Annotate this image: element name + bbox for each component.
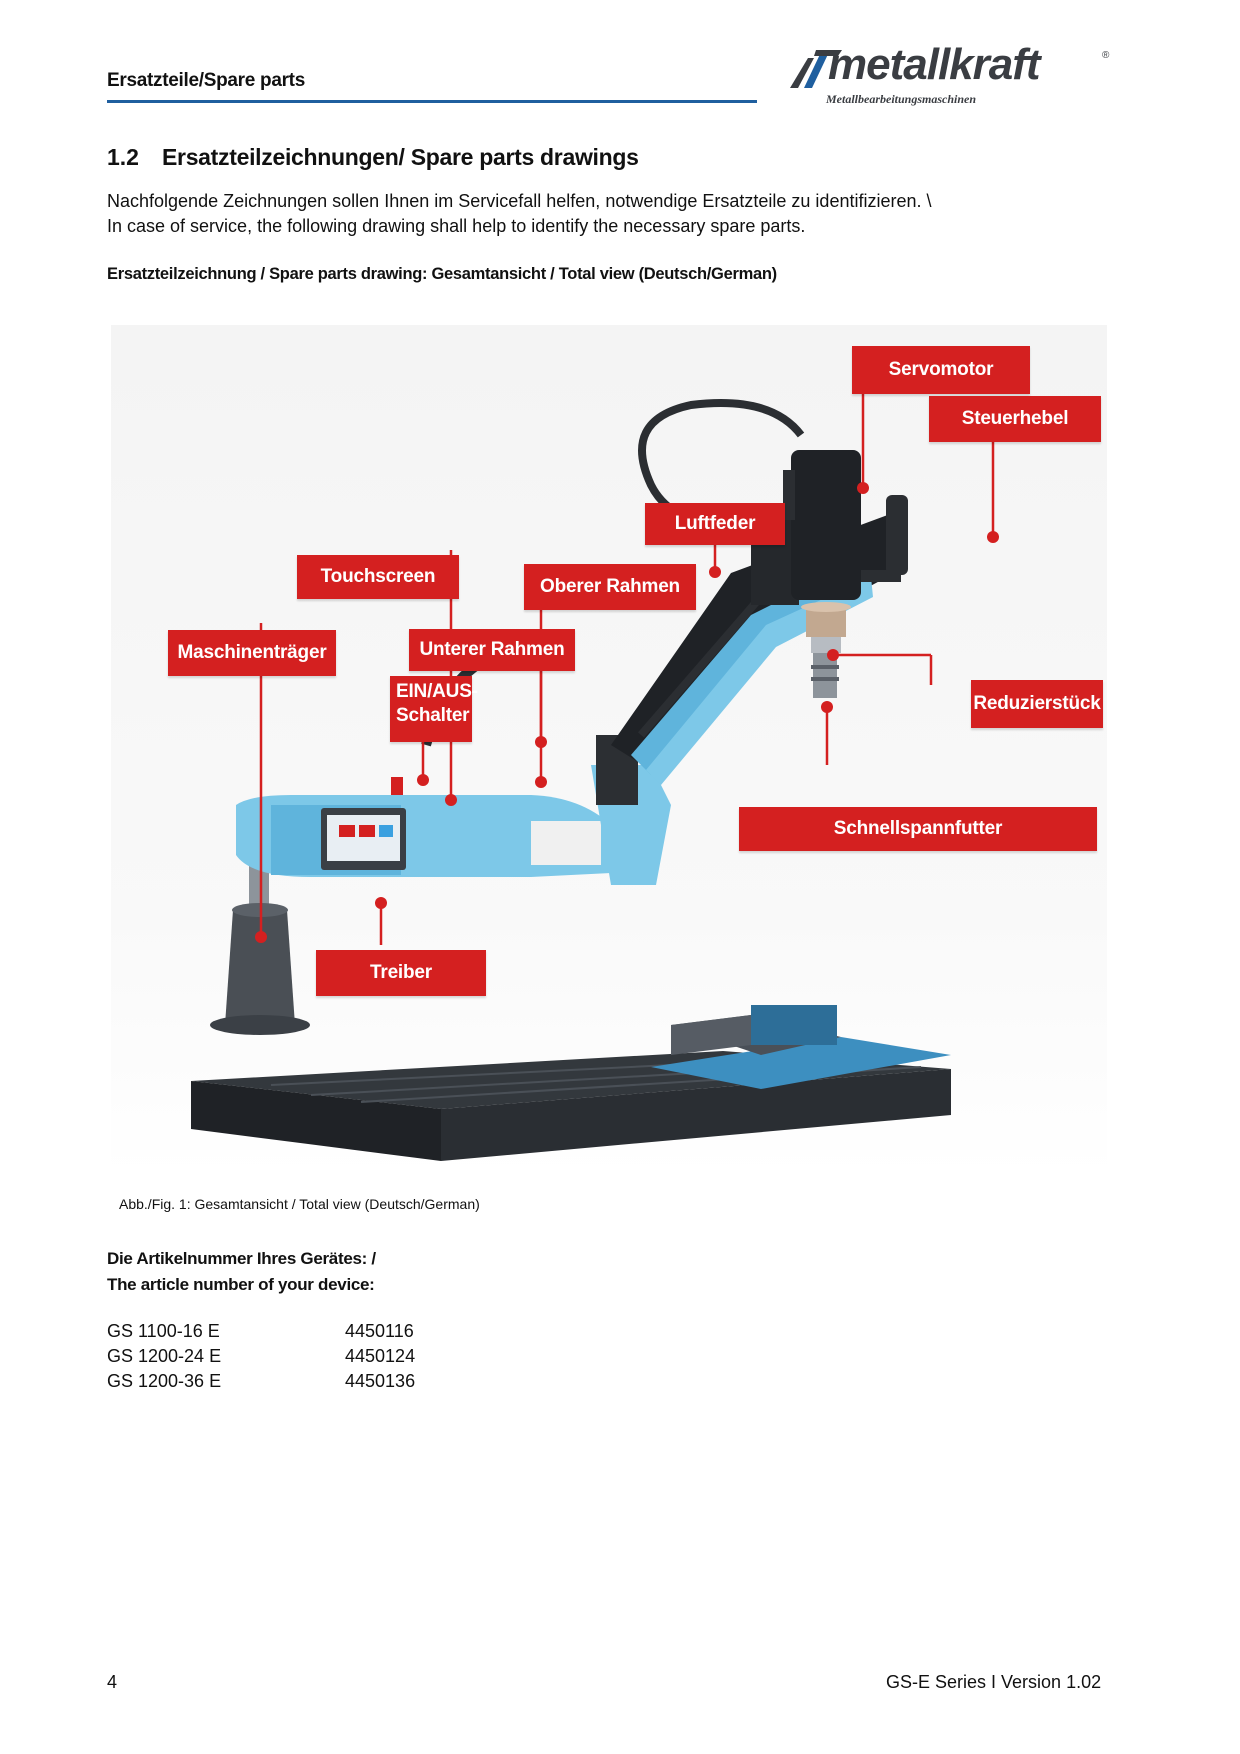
callout-steuerhebel: Steuerhebel [929, 396, 1101, 442]
spare-parts-figure [111, 325, 1107, 1177]
section-title: Ersatzteilzeichnungen/ Spare parts drawings [162, 144, 639, 170]
article-row [107, 1344, 415, 1369]
article-model: GS 1100-16 E [107, 1321, 220, 1341]
callout-ein-aus-schalter [390, 676, 478, 742]
callout-schnellspannfutter: Schnellspannfutter [739, 807, 1097, 851]
callout-servomotor: Servomotor [852, 346, 1030, 394]
article-number: 4450124 [345, 1346, 416, 1366]
page-number: 4 [107, 1672, 118, 1692]
intro-text [107, 189, 932, 239]
on-off-switch [391, 777, 403, 795]
callout-oberer-rahmen: Oberer Rahmen [524, 564, 696, 610]
intro-line-en: In case of service, the following drawing shall help to identify the necessary spare parts. [107, 216, 806, 236]
callout-touchscreen: Touchscreen [297, 555, 459, 599]
callout-maschinentraeger: Maschinenträger [168, 630, 336, 676]
article-model: GS 1200-36 E [107, 1371, 222, 1391]
article-heading [107, 1246, 376, 1298]
article-row [107, 1319, 415, 1344]
callout-unterer-rahmen: Unterer Rahmen [409, 629, 575, 671]
article-number: 4450136 [345, 1371, 416, 1391]
article-heading-de: Die Artikelnummer Ihres Gerätes: / [107, 1249, 376, 1268]
brand-wordmark: metallkraft [828, 40, 1040, 89]
callout-ein-aus-line1: EIN/AUS- [396, 681, 478, 702]
section-number: 1.2 [107, 144, 139, 170]
control-lever [886, 495, 908, 575]
callout-luftfeder: Luftfeder [645, 503, 785, 545]
brand-logo [790, 40, 1120, 106]
brand-registered-mark: ® [1102, 50, 1110, 61]
callout-reduzierstueck: Reduzierstück [971, 680, 1103, 728]
callout-ein-aus-line2: Schalter [396, 705, 470, 726]
article-table [107, 1319, 415, 1394]
figure-caption: Abb./Fig. 1: Gesamtansicht / Total view (Deutsch/German) [119, 1196, 480, 1212]
drawing-heading: Ersatzteilzeichnung / Spare parts drawing: Gesamtansicht / Total view (Deutsch/German) [107, 265, 777, 283]
intro-line-de: Nachfolgende Zeichnungen sollen Ihnen im Servicefall helfen, notwendige Ersatzteile zu identifizieren. \ [107, 191, 932, 211]
article-model: GS 1200-24 E [107, 1346, 222, 1366]
footer-series-version: GS-E Series I Version 1.02 [886, 1672, 1102, 1692]
tapping-machine-illustration [111, 325, 1107, 1177]
header-rule [107, 100, 757, 103]
article-number: 4450116 [345, 1321, 414, 1341]
callout-treiber: Treiber [316, 950, 486, 996]
brand-subtitle: Metallbearbeitungsmaschinen [826, 92, 977, 106]
header-title: Ersatzteile/Spare parts [107, 70, 305, 91]
article-heading-en: The article number of your device: [107, 1275, 375, 1294]
article-row [107, 1369, 415, 1394]
servomotor [791, 450, 861, 600]
